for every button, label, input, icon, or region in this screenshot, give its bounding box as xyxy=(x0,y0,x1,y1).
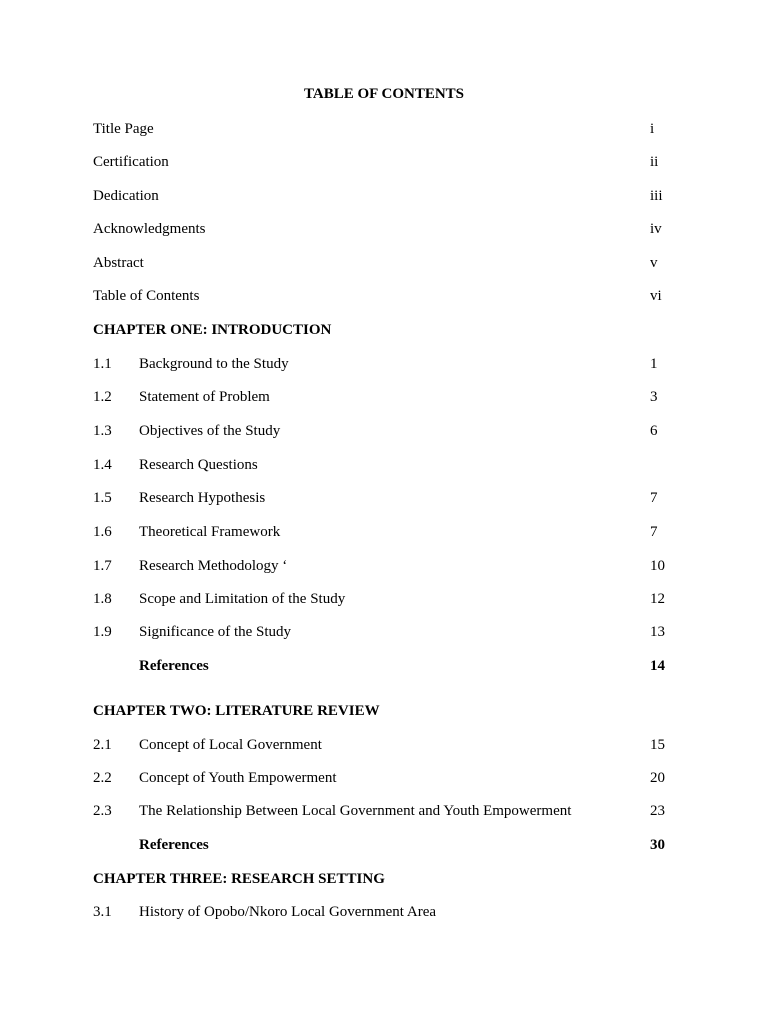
section-number: 2.1 xyxy=(93,737,112,753)
toc-section-1-1 xyxy=(0,354,768,374)
page-title: TABLE OF CONTENTS xyxy=(303,86,465,102)
section-title: Research Hypothesis xyxy=(139,490,266,506)
section-title: Significance of the Study xyxy=(139,624,292,640)
section-number: 3.1 xyxy=(93,904,112,920)
section-page: 10 xyxy=(650,558,665,574)
toc-section-2-1 xyxy=(0,735,768,755)
section-number: 1.2 xyxy=(93,389,112,405)
section-number: 2.2 xyxy=(93,770,112,786)
section-number: 1.5 xyxy=(93,490,112,506)
entry-page: iii xyxy=(650,188,663,204)
section-title: Statement of Problem xyxy=(139,389,270,405)
toc-section-2-3 xyxy=(0,801,768,821)
section-page: 13 xyxy=(650,624,665,640)
section-page: 1 xyxy=(650,356,658,372)
toc-entry-certification xyxy=(0,152,768,172)
section-number: 1.1 xyxy=(93,356,112,372)
chapter-three-heading xyxy=(0,869,768,889)
toc-section-1-3 xyxy=(0,421,768,441)
section-title: History of Opobo/Nkoro Local Government Area xyxy=(139,904,437,920)
section-title: Concept of Local Government xyxy=(139,737,322,753)
section-title: Background to the Study xyxy=(139,356,289,372)
toc-entry-abstract xyxy=(0,253,768,273)
toc-entry-acknowledgments xyxy=(0,219,768,239)
section-title: The Relationship Between Local Government and Youth Empowerment xyxy=(139,803,572,819)
section-page: 3 xyxy=(650,389,658,405)
chapter-two-heading xyxy=(0,701,768,721)
section-page: 6 xyxy=(650,423,658,439)
entry-label: Title Page xyxy=(93,121,154,137)
entry-page: vi xyxy=(650,288,662,304)
section-number: 2.3 xyxy=(93,803,112,819)
toc-entry-table-of-contents xyxy=(0,286,768,306)
references-label: References xyxy=(139,658,209,674)
section-title: Theoretical Framework xyxy=(139,524,281,540)
chapter-heading-text: CHAPTER TWO: LITERATURE REVIEW xyxy=(93,703,380,719)
section-number: 1.7 xyxy=(93,558,112,574)
entry-label: Abstract xyxy=(93,255,144,271)
toc-section-1-8 xyxy=(0,589,768,609)
section-number: 1.9 xyxy=(93,624,112,640)
section-title: Scope and Limitation of the Study xyxy=(139,591,346,607)
entry-page: v xyxy=(650,255,658,271)
toc-entry-title-page xyxy=(0,119,768,139)
toc-entry-dedication xyxy=(0,186,768,206)
toc-section-1-4 xyxy=(0,455,768,475)
entry-page: ii xyxy=(650,154,659,170)
toc-section-2-2 xyxy=(0,768,768,788)
entry-label: Certification xyxy=(93,154,169,170)
references-label: References xyxy=(139,837,209,853)
chapter-heading-text: CHAPTER ONE: INTRODUCTION xyxy=(93,322,332,338)
toc-section-3-1 xyxy=(0,902,768,922)
toc-section-1-2 xyxy=(0,387,768,407)
section-page: 12 xyxy=(650,591,665,607)
toc-section-1-5 xyxy=(0,488,768,508)
section-number: 1.6 xyxy=(93,524,112,540)
entry-label: Dedication xyxy=(93,188,159,204)
references-page: 30 xyxy=(650,837,665,853)
section-number: 1.8 xyxy=(93,591,112,607)
entry-page: iv xyxy=(650,221,662,237)
entry-label: Acknowledgments xyxy=(93,221,206,237)
section-title: Research Methodology ‘ xyxy=(139,558,288,574)
section-title: Concept of Youth Empowerment xyxy=(139,770,337,786)
section-page: 20 xyxy=(650,770,665,786)
chapter-one-heading xyxy=(0,320,768,340)
section-number: 1.3 xyxy=(93,423,112,439)
section-page: 15 xyxy=(650,737,665,753)
toc-section-1-6 xyxy=(0,522,768,542)
references-page: 14 xyxy=(650,658,665,674)
entry-page: i xyxy=(650,121,655,137)
section-number: 1.4 xyxy=(93,457,112,473)
entry-label: Table of Contents xyxy=(93,288,200,304)
chapter-one-references xyxy=(0,656,768,676)
toc-section-1-9 xyxy=(0,622,768,642)
section-page: 7 xyxy=(650,524,658,540)
chapter-heading-text: CHAPTER THREE: RESEARCH SETTING xyxy=(93,871,385,887)
section-title: Objectives of the Study xyxy=(139,423,281,439)
chapter-two-references xyxy=(0,835,768,855)
section-page: 7 xyxy=(650,490,658,506)
toc-section-1-7 xyxy=(0,556,768,576)
section-title: Research Questions xyxy=(139,457,258,473)
section-page: 23 xyxy=(650,803,665,819)
